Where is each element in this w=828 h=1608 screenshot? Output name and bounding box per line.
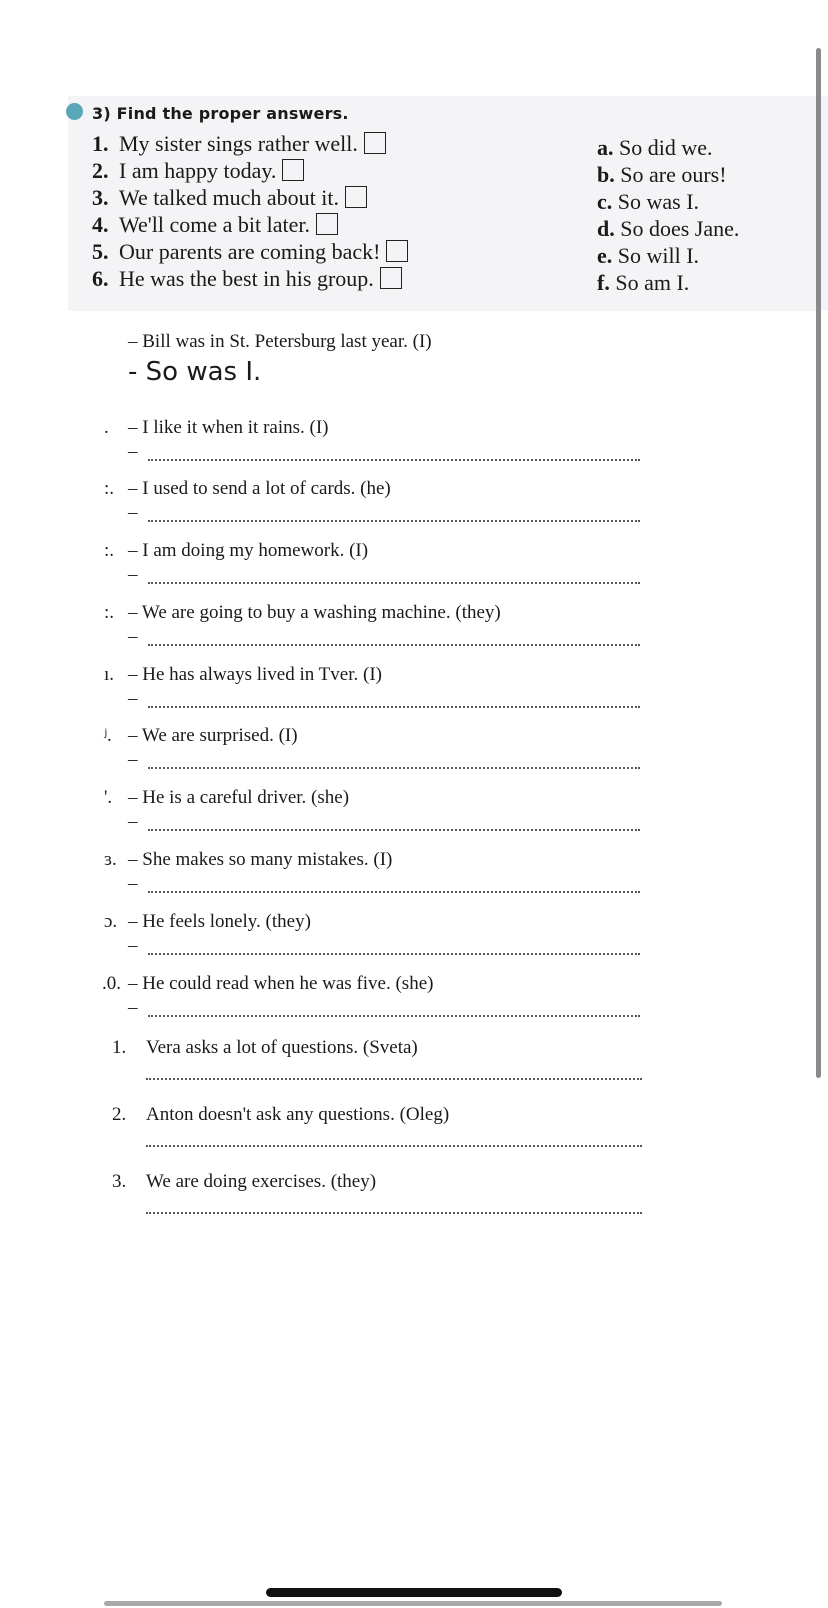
answer-line-6[interactable] [148, 767, 640, 769]
section-bullet-icon [66, 103, 83, 120]
answer-line-11[interactable] [146, 1078, 642, 1080]
numbered-item-2: 2. Anton doesn't ask any questions. (Oleg) [112, 1104, 450, 1125]
answer-line-5[interactable] [148, 706, 640, 708]
exercise-item-2: :. – I used to send a lot of cards. (he) [104, 478, 391, 499]
dash: – [128, 749, 138, 770]
answer-line-2[interactable] [148, 520, 640, 522]
section-title: 3) Find the proper answers. [92, 104, 349, 123]
answer-line-12[interactable] [146, 1145, 642, 1147]
exercise-item-9: ɔ. – He feels lonely. (they) [104, 911, 311, 932]
answer-line-8[interactable] [148, 891, 640, 893]
answer-line-9[interactable] [148, 953, 640, 955]
answer-e: e. So will I. [597, 243, 700, 268]
dash: – [128, 811, 138, 832]
example-handwritten-answer: - So was I. [128, 357, 262, 387]
dash: – [128, 626, 138, 647]
question-5: 5. Our parents are coming back! [92, 239, 408, 265]
scrollbar[interactable] [816, 48, 821, 1078]
exercise-item-1: . – I like it when it rains. (I) [104, 417, 329, 438]
question-3: 3. We talked much about it. [92, 185, 367, 211]
exercise-item-10: .0. – He could read when he was five. (she) [102, 973, 434, 994]
answer-f: f. So am I. [597, 270, 690, 295]
dash: – [128, 873, 138, 894]
question-1: 1. My sister sings rather well. [92, 131, 386, 157]
exercise-item-5: ı. – He has always lived in Tver. (I) [104, 664, 382, 685]
answer-line-13[interactable] [146, 1212, 642, 1214]
answer-checkbox-1[interactable] [364, 132, 386, 154]
answer-line-3[interactable] [148, 582, 640, 584]
home-indicator[interactable] [266, 1588, 562, 1597]
answer-checkbox-2[interactable] [282, 159, 304, 181]
answer-line-10[interactable] [148, 1015, 640, 1017]
dash: – [128, 502, 138, 523]
exercise-item-3: :. – I am doing my homework. (I) [104, 540, 369, 561]
answer-checkbox-6[interactable] [380, 267, 402, 289]
dash: – [128, 441, 138, 462]
answer-line-1[interactable] [148, 459, 640, 461]
exercise-item-8: ɜ. – She makes so many mistakes. (I) [104, 849, 393, 870]
answer-b: b. So are ours! [597, 162, 727, 187]
answer-line-4[interactable] [148, 644, 640, 646]
dash: – [128, 997, 138, 1018]
exercise-item-6: ʲ. – We are surprised. (I) [104, 725, 298, 746]
answer-line-7[interactable] [148, 829, 640, 831]
answer-a: a. So did we. [597, 135, 713, 160]
question-4: 4. We'll come a bit later. [92, 212, 338, 238]
question-2: 2. I am happy today. [92, 158, 304, 184]
exercise-item-4: :. – We are going to buy a washing machine. (they) [104, 602, 501, 623]
horizontal-scrollbar[interactable] [104, 1601, 722, 1606]
example-prompt: – Bill was in St. Petersburg last year. (I) [128, 331, 432, 352]
question-6: 6. He was the best in his group. [92, 266, 402, 292]
numbered-item-3: 3. We are doing exercises. (they) [112, 1171, 377, 1192]
exercise-item-7: '. – He is a careful driver. (she) [104, 787, 350, 808]
answer-d: d. So does Jane. [597, 216, 740, 241]
numbered-item-1: 1. Vera asks a lot of questions. (Sveta) [112, 1037, 418, 1058]
dash: – [128, 688, 138, 709]
answer-c: c. So was I. [597, 189, 700, 214]
answer-checkbox-4[interactable] [316, 213, 338, 235]
dash: – [128, 935, 138, 956]
answer-checkbox-3[interactable] [345, 186, 367, 208]
dash: – [128, 564, 138, 585]
answer-checkbox-5[interactable] [386, 240, 408, 262]
